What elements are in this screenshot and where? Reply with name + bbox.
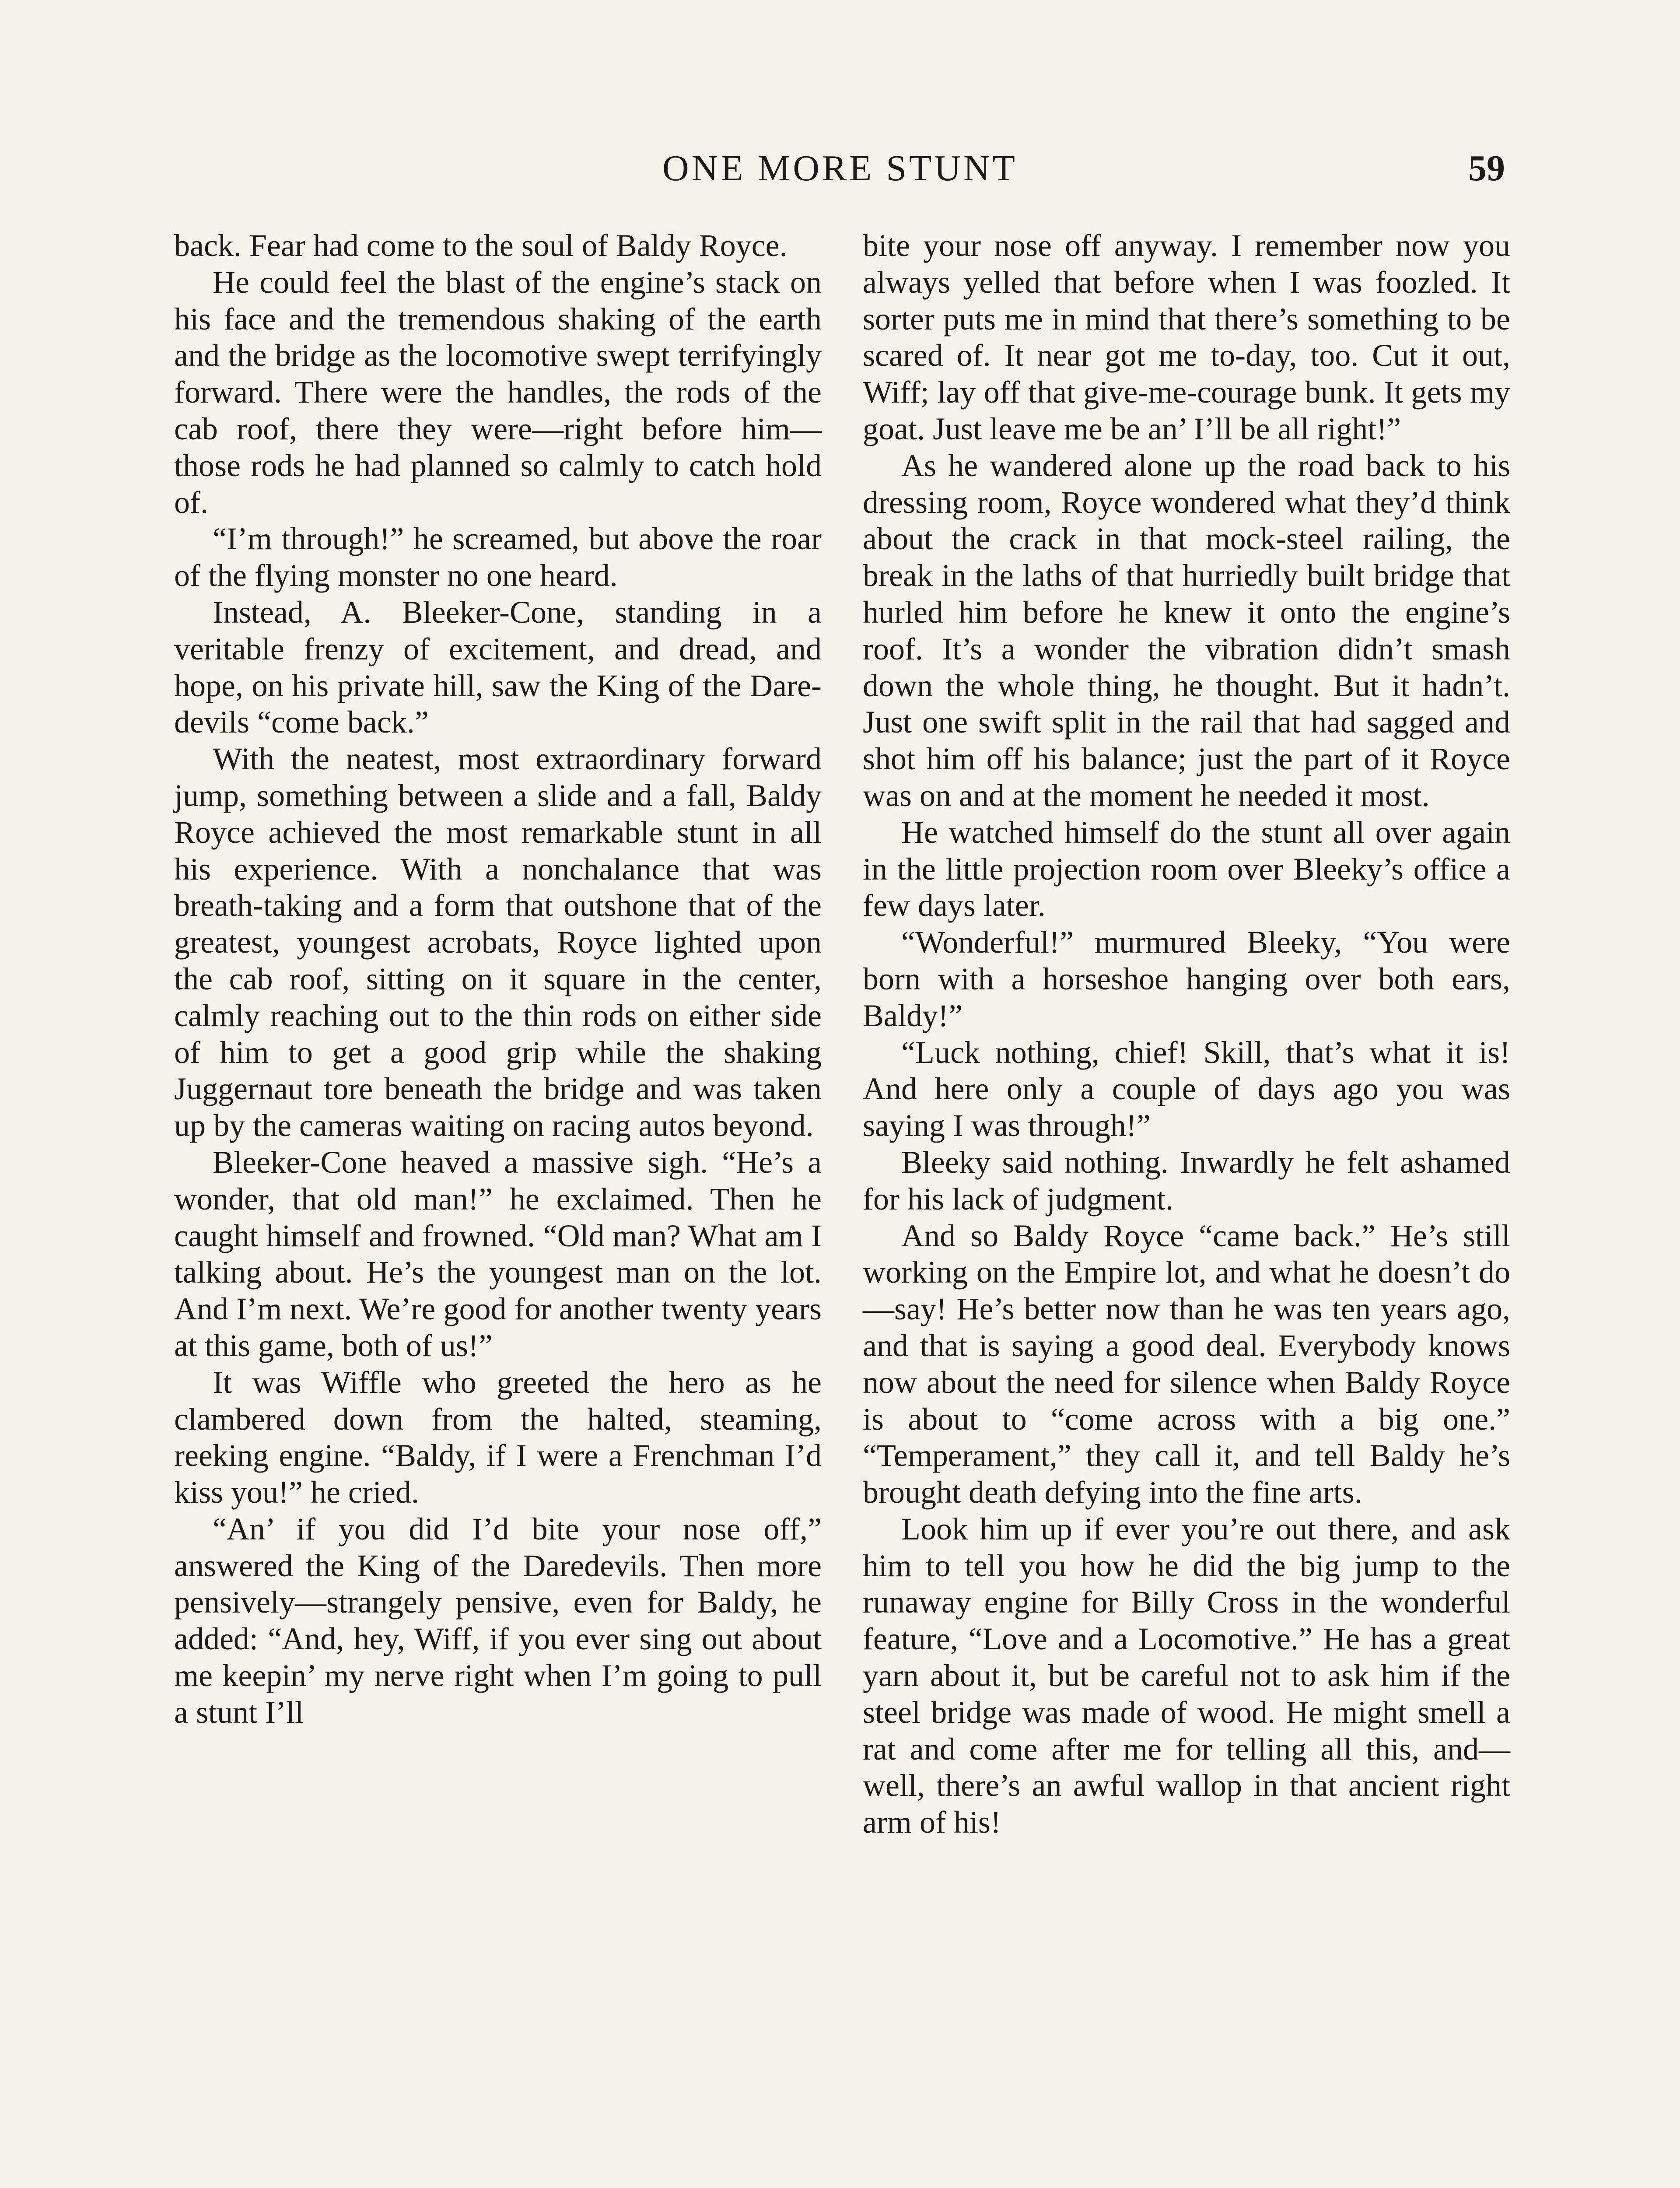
paragraph: Bleeker-Cone heaved a massive sigh. “He’s a wonder, that old man!” he exclaimed. Then he caught himself and frowned. “Old man? What am I talking about. He’s the youngest man on the lot. And I’m next. We’re good for another twenty years at this game, both of us!” <box>174 1144 822 1363</box>
paragraph: Look him up if ever you’re out there, and ask him to tell you how he did the big jump to the runaway engine for Billy Cross in the wonderful feature, “Love and a Locomotive.” He has a great yarn about it, but be careful not to ask him if the steel bridge was made of wood. He might smell a rat and come after me for telling all this, and—well, there’s an awful wallop in that ancient right arm of his! <box>863 1511 1510 1840</box>
paragraph: Bleeky said nothing. Inwardly he felt ashamed for his lack of judgment. <box>863 1144 1510 1217</box>
paragraph: Instead, A. Bleeker-Cone, standing in a veritable frenzy of excitement, and dread, and hope, on his private hill, saw the King of the Dare-devils “come back.” <box>174 594 822 740</box>
paragraph: And so Baldy Royce “came back.” He’s still working on the Empire lot, and what he doesn’t do—say! He’s better now than he was ten years ago, and that is saying a good deal. Everybody knows now about the need for silence when Baldy Royce is about to “come across with a big one.” “Temperament,” they call it, and tell Baldy he’s brought death defying into the fine arts. <box>863 1218 1510 1510</box>
running-head <box>0 144 1680 193</box>
right-column <box>863 228 1510 1841</box>
left-column <box>174 228 822 1731</box>
page-title: ONE MORE STUNT <box>662 148 1018 189</box>
page-number: 59 <box>1468 148 1505 189</box>
paragraph: “Luck nothing, chief! Skill, that’s what it is! And here only a couple of days ago you was saying I was through!” <box>863 1034 1510 1143</box>
paragraph: “I’m through!” he screamed, but above the roar of the flying monster no one heard. <box>174 521 822 593</box>
paragraph: He could feel the blast of the engine’s stack on his face and the tremendous shaking of the earth and the bridge as the locomotive swept terrifyingly forward. There were the handles, the rods of the cab roof, there they were—right before him—those rods he had planned so calmly to catch hold of. <box>174 264 822 520</box>
paragraph: He watched himself do the stunt all over again in the little projection room over Bleeky’s office a few days later. <box>863 814 1510 923</box>
paragraph: With the neatest, most extraordinary forward jump, something between a slide and a fall, Baldy Royce achieved the most remarkable stunt in all his experience. With a nonchalance that was breath-taking and a form that outshone that of the greatest, youngest acrobats, Royce lighted upon the cab roof, sitting on it square in the center, calmly reaching out to the thin rods on either side of him to get a good grip while the shaking Juggernaut tore beneath the bridge and was taken up by the cameras waiting on racing autos beyond. <box>174 741 822 1143</box>
paragraph: bite your nose off anyway. I remember now you always yelled that before when I was foozled. It sorter puts me in mind that there’s something to be scared of. It near got me to-day, too. Cut it out, Wiff; lay off that give-me-courage bunk. It gets my goat. Just leave me be an’ I’ll be all right!” <box>863 228 1510 446</box>
paragraph: It was Wiffle who greeted the hero as he clambered down from the halted, steaming, reeking engine. “Baldy, if I were a Frenchman I’d kiss you!” he cried. <box>174 1364 822 1510</box>
paragraph: As he wandered alone up the road back to his dressing room, Royce wondered what they’d think about the crack in that mock-steel railing, the break in the laths of that hurriedly built bridge that hurled him before he knew it onto the engine’s roof. It’s a wonder the vibration didn’t smash down the whole thing, he thought. But it hadn’t. Just one swift split in the rail that had sagged and shot him off his balance; just the part of it Royce was on and at the moment he needed it most. <box>863 448 1510 813</box>
paragraph: back. Fear had come to the soul of Baldy Royce. <box>174 228 788 263</box>
paragraph: “Wonderful!” murmured Bleeky, “You were born with a horseshoe hanging over both ears, Baldy!” <box>863 925 1510 1033</box>
paragraph: “An’ if you did I’d bite your nose off,” answered the King of the Daredevils. Then more pensively—strangely pensive, even for Baldy, he added: “And, hey, Wiff, if you ever sing out about me keepin’ my nerve right when I’m going to pull a stunt I’ll <box>174 1511 822 1730</box>
